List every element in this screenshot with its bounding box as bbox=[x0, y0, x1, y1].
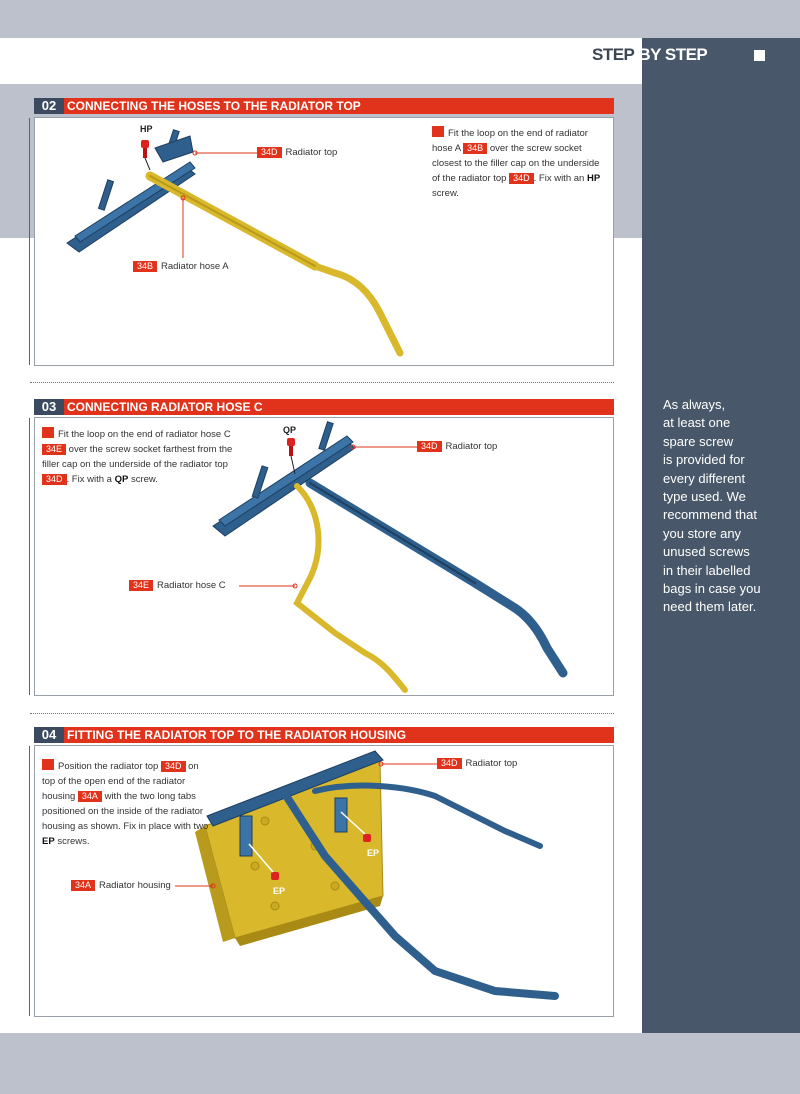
instruction-text: Position the radiator top bbox=[58, 761, 159, 772]
part-tag: 34A bbox=[71, 880, 95, 891]
screw-label-ep: EP bbox=[367, 848, 380, 858]
qp-screw-icon bbox=[287, 438, 295, 474]
note-line: unused screws bbox=[663, 544, 750, 560]
step-number: 04 bbox=[34, 727, 64, 743]
callout-radiator-top bbox=[437, 758, 517, 769]
note-line: recommend that bbox=[663, 507, 757, 523]
note-line: As always, bbox=[663, 397, 726, 412]
note-line: is provided for bbox=[663, 452, 745, 468]
instruction-text: over the screw socket farthest from the filler cap on the underside of the radiator top bbox=[42, 444, 233, 470]
note-line: you store any bbox=[663, 525, 742, 541]
step-title: FITTING THE RADIATOR TOP TO THE RADIATOR HOUSING bbox=[67, 728, 407, 742]
screw-code: QP bbox=[114, 474, 129, 485]
callout-radiator-top bbox=[417, 441, 497, 452]
header-square-icon bbox=[754, 50, 765, 61]
page-title bbox=[592, 45, 707, 65]
callout-radiator-hose-c bbox=[129, 580, 226, 591]
step-03-header bbox=[34, 399, 614, 415]
screw-label-ep: EP bbox=[273, 886, 286, 896]
sidebar-note bbox=[663, 396, 783, 617]
callout-radiator-top bbox=[257, 147, 337, 158]
part-tag: 34E bbox=[129, 580, 153, 591]
bullet-square-icon bbox=[42, 759, 54, 770]
part-tag: 34D bbox=[161, 761, 186, 772]
instruction-text: Fit the loop on the end of radiator hose C bbox=[58, 429, 231, 440]
step-04-instruction bbox=[42, 759, 214, 849]
callout-label: Radiator housing bbox=[99, 880, 171, 891]
step-03-margin-line bbox=[29, 418, 30, 695]
part-tag: 34D bbox=[437, 758, 462, 769]
section-divider bbox=[30, 382, 614, 383]
callout-label: Radiator hose A bbox=[161, 261, 229, 272]
step-02-instruction bbox=[432, 126, 608, 201]
instruction-text: . Fix with an bbox=[533, 173, 585, 184]
top-band bbox=[0, 0, 800, 38]
step-number: 03 bbox=[34, 399, 64, 415]
screw-code: EP bbox=[42, 836, 55, 847]
step-04-margin-line bbox=[29, 746, 30, 1016]
step-03-panel bbox=[34, 417, 614, 696]
instruction-text: over the screw socket closest to the filler cap on the underside of the radiator top bbox=[432, 143, 600, 184]
step-02-panel bbox=[34, 117, 614, 366]
part-tag: 34D bbox=[257, 147, 282, 158]
part-tag: 34D bbox=[417, 441, 442, 452]
step-title: CONNECTING RADIATOR HOSE C bbox=[67, 400, 263, 414]
step-03-instruction bbox=[42, 427, 238, 487]
step-02-margin-line bbox=[29, 118, 30, 365]
note-line: need them later. bbox=[663, 599, 757, 615]
bullet-square-icon bbox=[42, 427, 54, 438]
step-title: CONNECTING THE HOSES TO THE RADIATOR TOP bbox=[67, 99, 361, 113]
bullet-square-icon bbox=[432, 126, 444, 137]
step-04-panel bbox=[34, 745, 614, 1017]
bottom-band bbox=[0, 1033, 800, 1094]
page-title-part2: BY STEP bbox=[638, 45, 708, 64]
radiator-hose-c bbox=[297, 486, 405, 690]
callout-label: Radiator top bbox=[445, 441, 498, 452]
note-line: spare screw bbox=[663, 433, 734, 449]
callout-label: Radiator top bbox=[465, 758, 518, 769]
instruction-text: with the two long tabs positioned on the inside of the radiator housing as shown. Fix in place with two bbox=[42, 791, 209, 832]
callout-radiator-hose-a bbox=[133, 261, 229, 272]
part-tag: 34B bbox=[463, 143, 487, 154]
part-tag: 34A bbox=[78, 791, 102, 802]
note-line: every different bbox=[663, 470, 746, 486]
instruction-text: screw. bbox=[432, 188, 459, 199]
step-04-header bbox=[34, 727, 614, 743]
note-line: type used. We bbox=[663, 489, 746, 505]
step-number: 02 bbox=[34, 98, 64, 114]
callout-label: Radiator hose C bbox=[157, 580, 226, 591]
callout-label: Radiator top bbox=[285, 147, 338, 158]
page-title-part1: STEP bbox=[592, 45, 635, 64]
section-divider bbox=[30, 713, 614, 714]
note-line: in their labelled bbox=[663, 562, 751, 578]
instruction-text: Fit the loop on the end of radiator hose A bbox=[432, 128, 588, 154]
hp-screw-icon bbox=[141, 140, 150, 170]
note-line: bags in case you bbox=[663, 581, 761, 597]
instruction-text: screw. bbox=[130, 474, 158, 485]
instruction-text: . Fix with a bbox=[66, 474, 112, 485]
screw-label-qp: QP bbox=[283, 425, 297, 435]
part-tag: 34B bbox=[133, 261, 157, 272]
part-tag: 34D bbox=[509, 173, 534, 184]
callout-radiator-housing bbox=[71, 880, 171, 891]
note-line: at least one bbox=[663, 415, 731, 431]
part-tag: 34E bbox=[42, 444, 66, 455]
screw-label-hp: HP bbox=[140, 124, 153, 134]
step-02-header bbox=[34, 98, 614, 114]
part-tag: 34D bbox=[42, 474, 67, 485]
screw-code: HP bbox=[586, 173, 601, 184]
instruction-text: on top of the open end of the radiator housing bbox=[42, 761, 199, 802]
instruction-text: screws. bbox=[57, 836, 90, 847]
